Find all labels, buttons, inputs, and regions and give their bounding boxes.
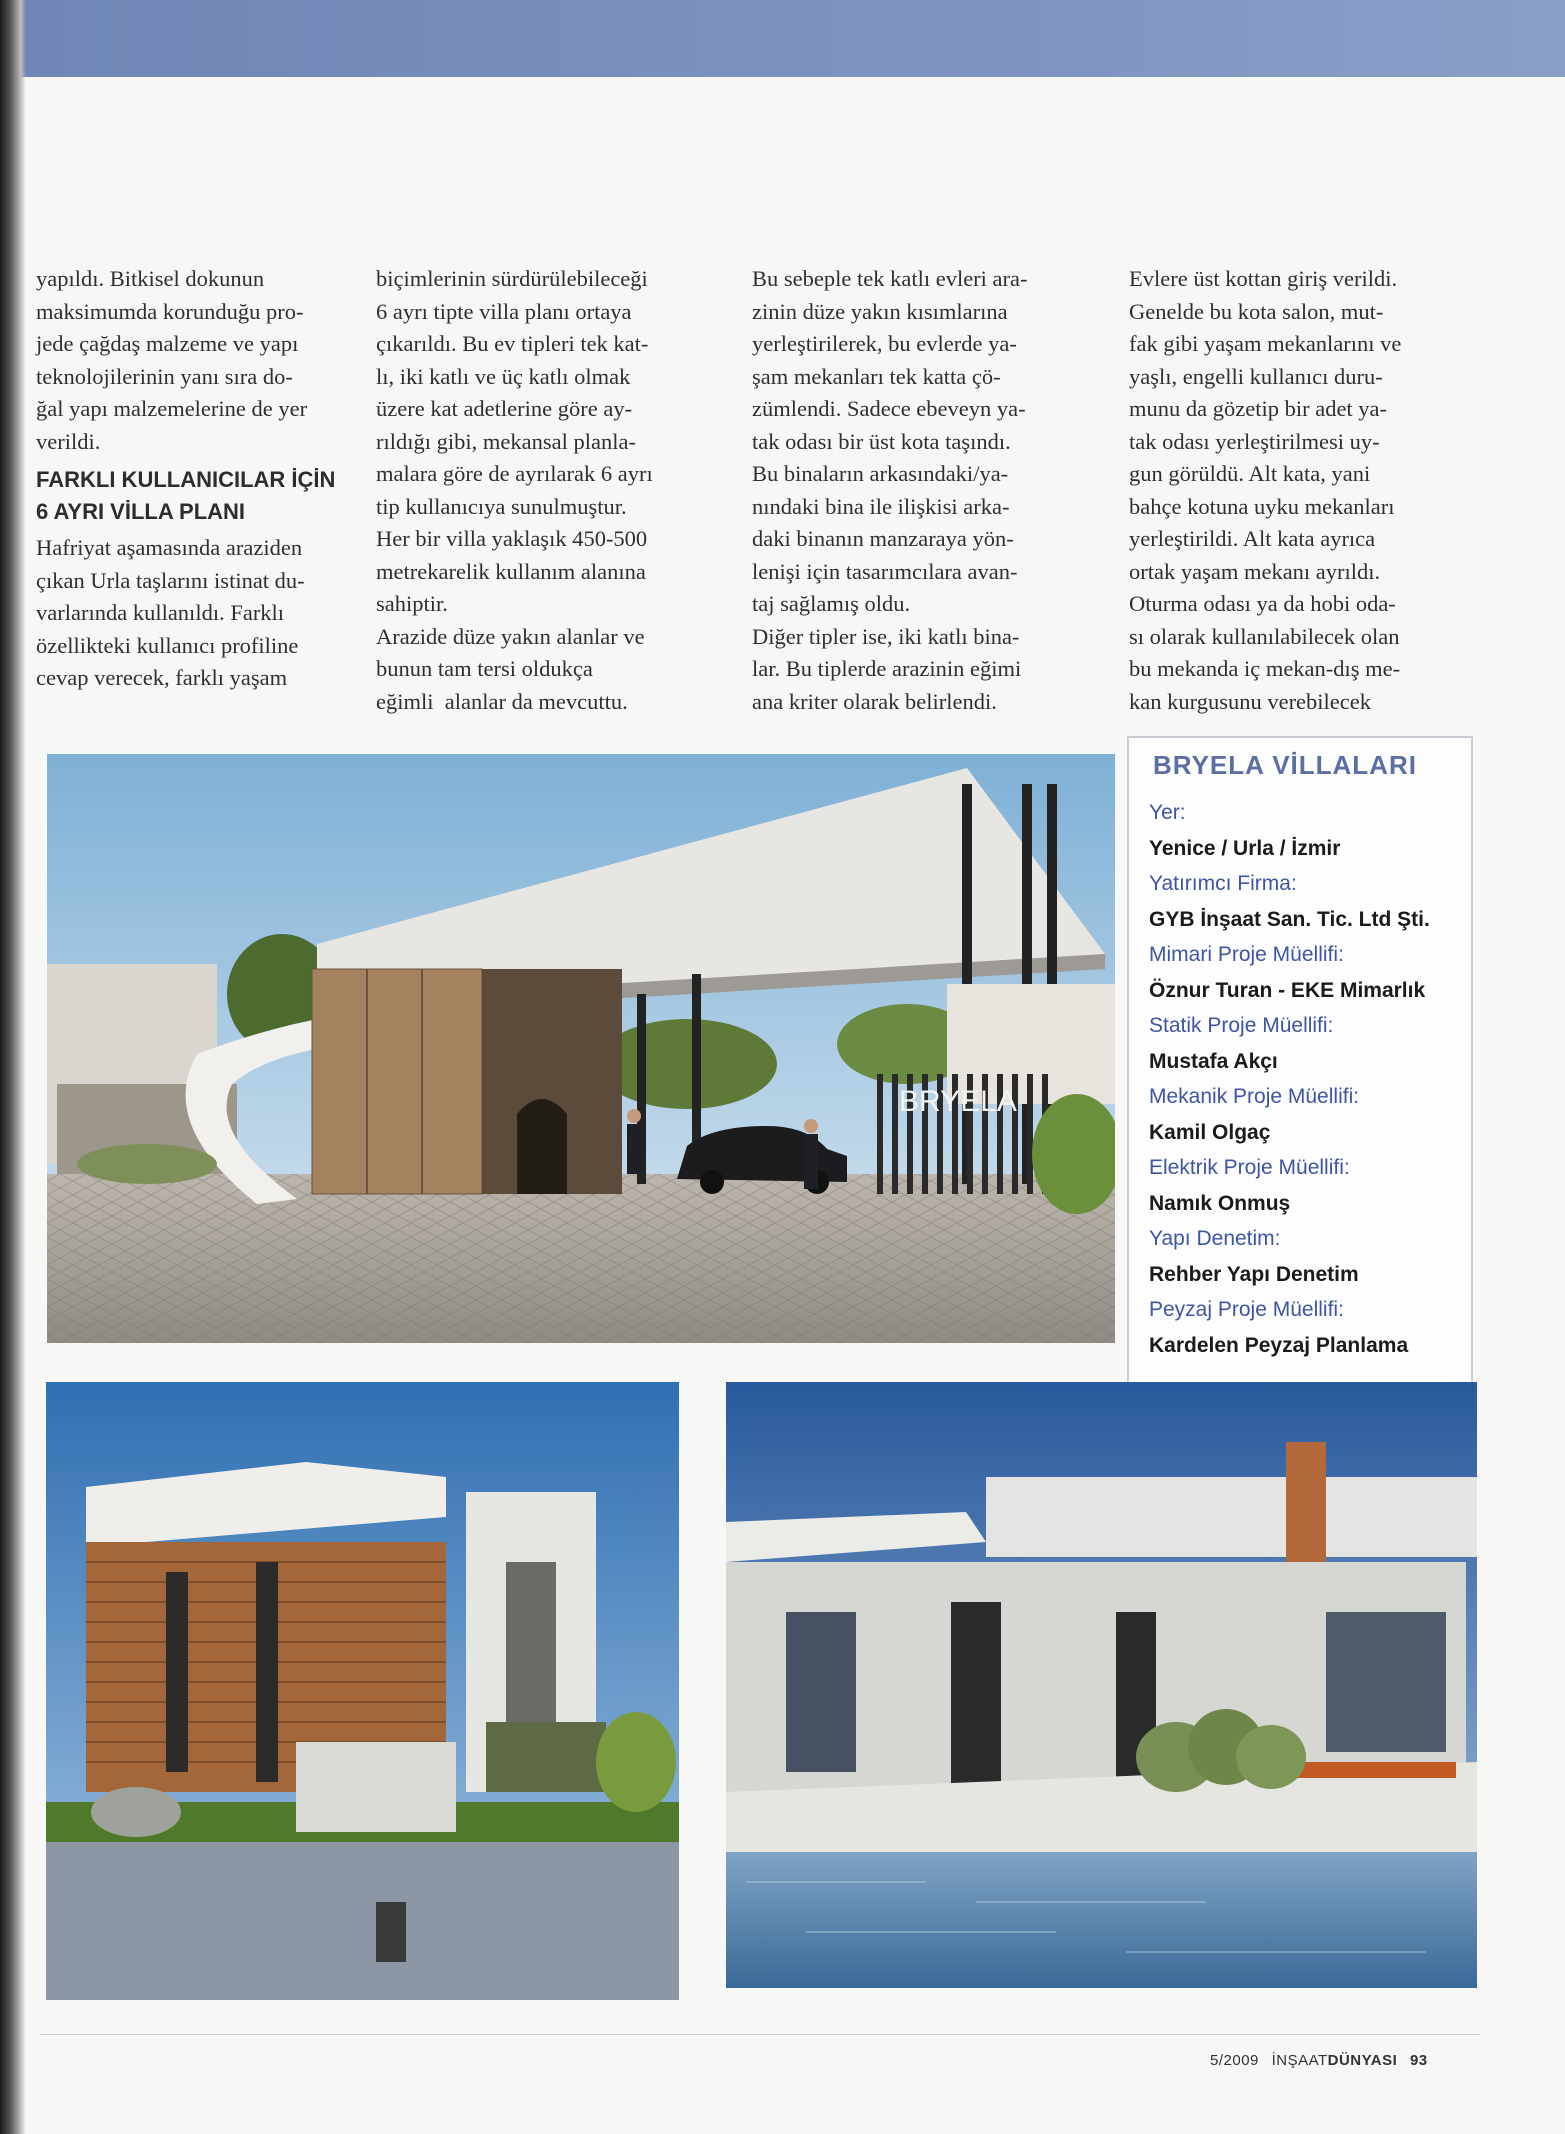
text-column-3 (752, 263, 1092, 718)
body-text-line: lar. Bu tiplerde arazinin eğimi (752, 656, 1022, 681)
info-label: Peyzaj Proje Müellifi: (1149, 1298, 1344, 1321)
body-text-line: fak gibi yaşam mekanlarını ve (1129, 331, 1402, 356)
info-box-list (1149, 795, 1471, 1363)
pool-render-svg (726, 1382, 1477, 1988)
body-text-line: tak odası bir üst kota taşındı. (752, 428, 1011, 454)
body-text-line: maksimumda korunduğu pro- (36, 298, 304, 324)
info-value: GYB İnşaat San. Tic. Ltd Şti. (1149, 907, 1430, 931)
body-text-line: yerleştirilerek, bu evlerde ya- (752, 331, 1017, 356)
body-text-line: Bu binaların arkasındaki/ya- (752, 461, 1009, 486)
info-value: Mustafa Akçı (1149, 1049, 1278, 1073)
project-info-box (1127, 736, 1473, 1414)
body-text-line: ana kriter olarak belirlendi. (752, 688, 997, 714)
gate-sign-text: BRYELA (899, 1085, 1017, 1118)
info-label: Yer: (1149, 801, 1186, 824)
body-text-line: yaşlı, engelli kullanıcı duru- (1129, 363, 1383, 389)
body-text-line: Oturma odası ya da hobi oda- (1129, 591, 1396, 616)
page-number: 93 (1409, 2052, 1428, 2069)
body-text-line: Hafriyat aşamasında araziden (36, 535, 303, 560)
photo-villa-facade (46, 1382, 679, 2000)
body-text-line: çıkan Urla taşlarını istinat du- (36, 567, 305, 593)
body-text-line: bahçe kotuna uyku mekanları (1129, 493, 1395, 519)
body-text-line: Evlere üst kottan giriş verildi. (1129, 266, 1398, 291)
info-value: Namık Onmuş (1149, 1191, 1291, 1215)
body-text-line: malara göre de ayrılarak 6 ayrı (376, 461, 653, 486)
binding-shadow (0, 0, 26, 2134)
body-text-line: kan kurgusunu verebilecek (1129, 688, 1372, 714)
body-text-line: Arazide düze yakın alanlar ve (376, 623, 645, 649)
info-label: Yatırımcı Firma: (1149, 872, 1297, 895)
body-text-line: üzere kat adetlerine göre ay- (376, 396, 633, 421)
body-text-line: taj sağlamış oldu. (752, 591, 911, 616)
page-top-band (0, 0, 1565, 77)
photo-pool-villa (726, 1382, 1477, 1988)
body-text-line: daki binanın manzaraya yön- (752, 526, 1014, 551)
body-text-line: bunun tam tersi oldukça (376, 656, 593, 681)
body-text-line: metrekarelik kullanım alanına (376, 558, 646, 584)
body-text-line: Diğer tipler ise, iki katlı bina- (752, 623, 1020, 649)
body-text-line: yerleştirildi. Alt kata ayrıca (1129, 526, 1376, 551)
body-text-line: Genelde bu kota salon, mut- (1129, 298, 1384, 324)
body-text-line: nındaki bina ile ilişkisi arka- (752, 493, 1010, 519)
section-heading-line: 6 AYRI VİLLA PLANI (36, 499, 246, 524)
body-text-line: şam mekanları tek katta çö- (752, 363, 1001, 389)
gate-render-svg (47, 754, 1115, 1343)
section-heading-line: FARKLI KULLANICILAR İÇİN (36, 467, 336, 492)
info-label: Yapı Denetim: (1149, 1227, 1281, 1250)
body-text-line: ortak yaşam mekanı ayrıldı. (1129, 558, 1381, 584)
photo-gate-entrance (47, 754, 1115, 1343)
text-column-1 (36, 263, 356, 695)
body-text-line: cevap verecek, farklı yaşam (36, 665, 288, 690)
footer-rule (40, 2034, 1480, 2035)
info-label: Mekanik Proje Müellifi: (1149, 1085, 1360, 1108)
body-text-line: özellikteki kullanıcı profiline (36, 632, 299, 658)
villa-render-svg (46, 1382, 679, 2000)
info-value: Kamil Olgaç (1149, 1120, 1271, 1144)
info-box-title: BRYELA VİLLALARI (1153, 750, 1417, 780)
body-text-line: sahiptir. (376, 591, 448, 616)
body-text-line: sı olarak kullanılabilecek olan (1129, 623, 1400, 649)
body-text-line: teknolojilerinin yanı sıra do- (36, 363, 293, 389)
body-text-line: ğal yapı malzemelerine de yer (36, 396, 308, 421)
page-footer (1210, 2052, 1428, 2069)
body-text-line: 6 ayrı tipte villa planı ortaya (376, 298, 632, 324)
info-label: Elektrik Proje Müellifi: (1149, 1156, 1350, 1179)
info-value: Yenice / Urla / İzmir (1149, 836, 1341, 860)
info-value: Kardelen Peyzaj Planlama (1149, 1333, 1409, 1357)
body-text-line: verildi. (36, 428, 101, 454)
body-text-line: zümlendi. Sadece ebeveyn ya- (752, 396, 1026, 421)
body-text-line: yapıldı. Bitkisel dokunun (36, 266, 265, 291)
body-text-line: Her bir villa yaklaşık 450-500 (376, 526, 648, 551)
issue-date: 5/2009 (1210, 2052, 1259, 2069)
body-text-line: lenişi için tasarımcılara avan- (752, 558, 1018, 584)
body-text-line: çıkarıldı. Bu ev tipleri tek kat- (376, 331, 649, 356)
body-text-line: tip kullanıcıya sunulmuştur. (376, 493, 627, 519)
body-text-line: rıldığı gibi, mekansal planla- (376, 428, 636, 454)
body-text-line: munu da gözetip bir adet ya- (1129, 396, 1388, 421)
magazine-name: İNŞAATDÜNYASI (1271, 2052, 1398, 2069)
body-text-line: tak odası yerleştirilmesi uy- (1129, 428, 1380, 454)
body-text-line: eğimli alanlar da mevcuttu. (376, 688, 628, 714)
body-text-line: jede çağdaş malzeme ve yapı (36, 331, 299, 356)
info-value: Rehber Yapı Denetim (1149, 1262, 1359, 1286)
info-value: Öznur Turan - EKE Mimarlık (1149, 978, 1426, 1002)
body-text-line: gun görüldü. Alt kata, yani (1129, 461, 1371, 486)
body-text-line: bu mekanda iç mekan-dış me- (1129, 656, 1401, 681)
info-label: Statik Proje Müellifi: (1149, 1014, 1334, 1037)
body-text-line: Bu sebeple tek katlı evleri ara- (752, 266, 1028, 291)
body-text-line: lı, iki katlı ve üç katlı olmak (376, 363, 631, 389)
body-text-line: zinin düze yakın kısımlarına (752, 298, 1008, 324)
text-column-2 (376, 263, 716, 718)
body-text-line: biçimlerinin sürdürülebileceği (376, 266, 648, 291)
info-label: Mimari Proje Müellifi: (1149, 943, 1344, 966)
text-column-4 (1129, 263, 1469, 718)
body-text-line: varlarında kullanıldı. Farklı (36, 600, 285, 625)
